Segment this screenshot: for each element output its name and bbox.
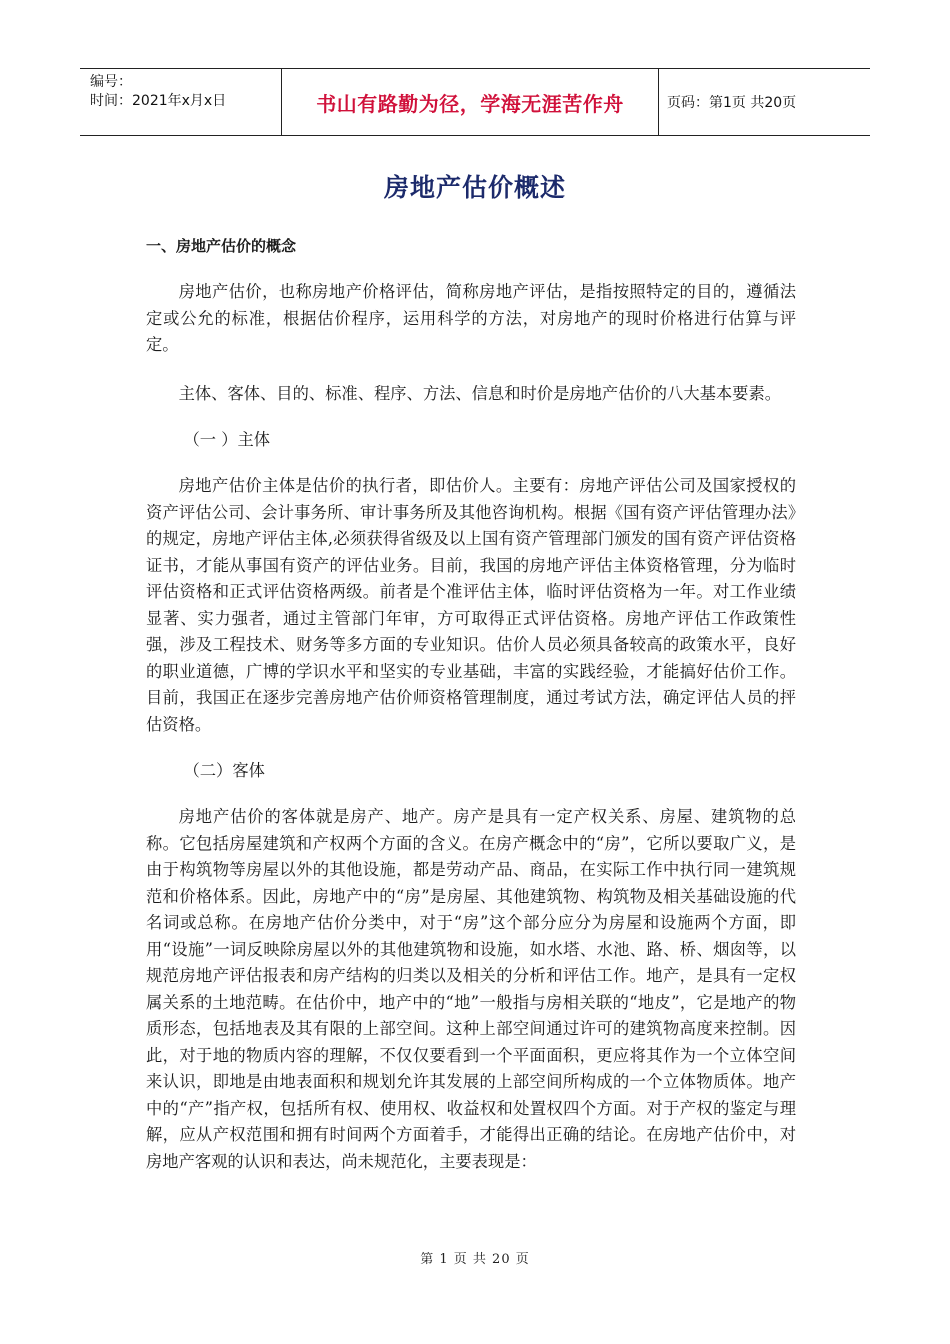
paragraph-definition: 房地产估价，也称房地产价格评估，简称房地产评估，是指按照特定的目的，遵循法定或公允的标准，根据估价程序，运用科学的方法，对房地产的现时价格进行估算与评定。 bbox=[146, 282, 796, 354]
header-table bbox=[80, 68, 870, 136]
page-footer: 第 1 页 共 20 页 bbox=[420, 1252, 530, 1267]
page-info: 页码：第1页 共20页 bbox=[667, 95, 797, 111]
number-label: 编号： bbox=[90, 74, 132, 90]
paragraph-elements: 主体、客体、目的、标准、程序、方法、信息和时价是房地产估价的八大基本要素。 bbox=[178, 383, 782, 403]
time-label: 时间：2021年x月x日 bbox=[90, 93, 227, 109]
paragraph-object: 房地产估价的客体就是房产、地产。房产是具有一定产权关系、房屋、建筑物的总称。它包括房屋建筑和产权两个方面的含义。在房产概念中的“房”，它所以要取广义，是由于构筑物等房屋以外的其他设施，都是劳动产品、商品，在实际工作中执行同一建筑规范和价格体系。因此，房地产中的“房”是房屋、其他建筑物、构筑物及相关基础设施的代名词或总称。在房地产估价分类中，对于“房”这个部分应分为房屋和设施两个方面，即用“设施”一词反映除房屋以外的其他建筑物和设施，如水塔、水池、路、桥、烟囱等，以规范房地产评估报表和房产结构的归类以及相关的分析和评估工作。地产，是具有一定权属关系的土地范畴。在估价中，地产中的“地”一般指与房相关联的“地皮”，它是地产的物质形态，包括地表及其有限的上部空间。这种上部空间通过许可的建筑物高度来控制。因此，对于地的物质内容的理解，不仅仅要看到一个平面面积，更应将其作为一个立体空间来认识，即地是由地表面积和规划允许其发展的上部空间所构成的一个立体物质体。地产中的“产”指产权，包括所有权、使用权、收益权和处置权四个方面。对于产权的鉴定与理解，应从产权范围和拥有时间两个方面着手，才能得出正确的结论。在房地产估价中，对房地产客观的认识和表达，尚未规范化，主要表现是： bbox=[146, 807, 796, 1171]
subheading-subject: （一 ）主体 bbox=[183, 430, 271, 449]
subheading-object: （二）客体 bbox=[183, 761, 265, 780]
paragraph-subject: 房地产估价主体是估价的执行者，即估价人。主要有：房地产评估公司及国家授权的资产评估公司、会计事务所、审计事务所及其他咨询机构。根据《国有资产评估管理办法》的规定，房地产评估主体,必须获得省级及以上国有资产管理部门颁发的国有资产评估资格证书，才能从事国有资产的评估业务。目前，我国的房地产评估主体资格管理，分为临时评估资格和正式评估资格两级。前者是个准评估主体，临时评估资格为一年。对工作业绩显著、实力强者，通过主管部门年审，方可取得正式评估资格。房地产评估工作政策性强，涉及工程技术、财务等多方面的专业知识。估价人员必须具备较高的政策水平，良好的职业道德，广博的学识水平和坚实的专业基础，丰富的实践经验，才能搞好估价工作。目前，我国正在逐步完善房地产估价师资格管理制度，通过考试方法，确定评估人员的抨估资格。 bbox=[146, 476, 796, 734]
document-body bbox=[146, 233, 796, 1195]
header-meta-cell bbox=[80, 69, 282, 135]
document-title: 房地产估价概述 bbox=[383, 173, 566, 202]
motto: 书山有路勤为径，学海无涯苦作舟 bbox=[282, 69, 659, 135]
section-heading: 一、房地产估价的概念 bbox=[146, 237, 297, 255]
